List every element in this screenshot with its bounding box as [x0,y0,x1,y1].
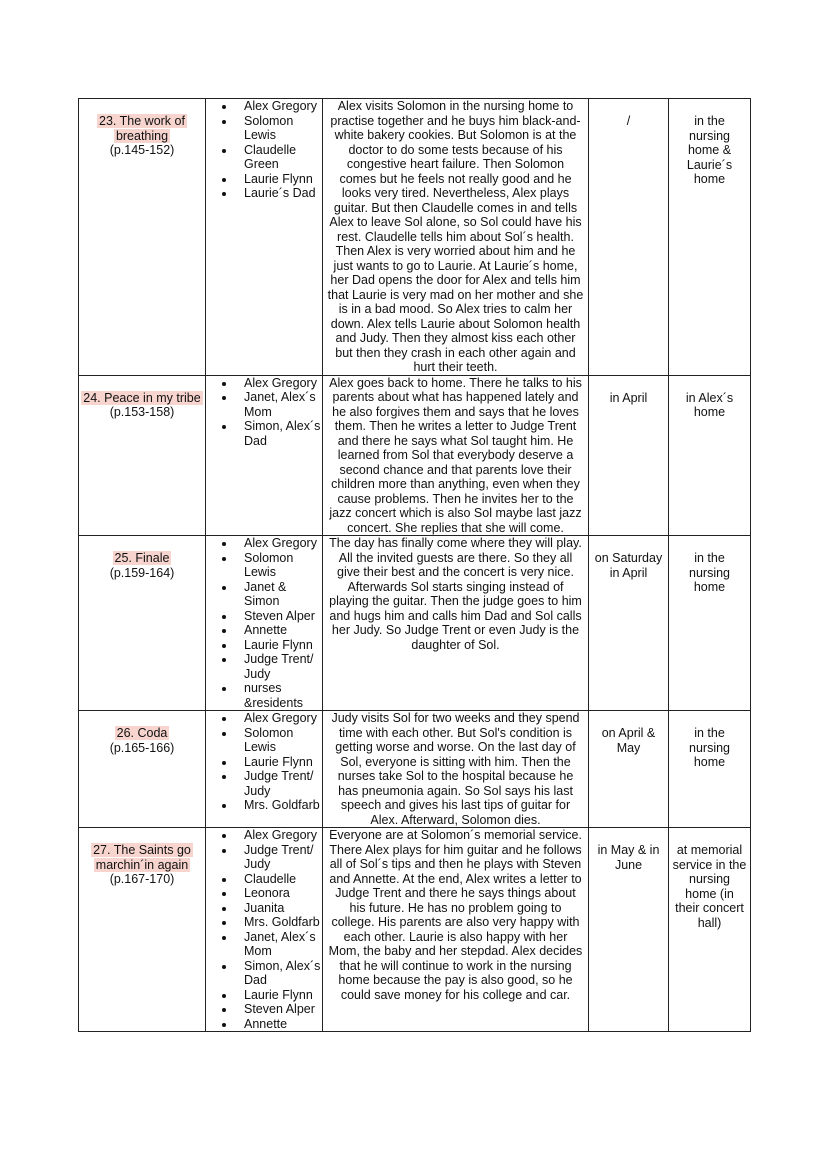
character-item: • Mrs. Goldfarb [236,798,322,813]
time-cell: on April & May [589,711,669,828]
character-item: • Laurie Flynn [236,988,322,1003]
character-item: • Alex Gregory [236,828,322,843]
chapter-cell [79,711,206,828]
character-item: • Solomon Lewis [236,114,322,143]
table-body [79,99,751,1032]
chapter-pages: (p.153-158) [109,405,175,419]
character-list [206,828,322,1031]
character-list [206,536,322,710]
chapter-title: 23. The work of breathing [99,114,185,143]
chapter-cell [79,99,206,376]
place-cell: in the nursing home [669,536,751,711]
character-item: • Laurie Flynn [236,755,322,770]
chapter-pages: (p.145-152) [109,143,175,157]
chapter-cell [79,375,206,536]
chapter-pages: (p.167-170) [109,872,175,886]
character-item: • Judge Trent/ Judy [236,652,322,681]
time-cell: in April [589,375,669,536]
chapter-pages: (p.165-166) [109,740,175,755]
chapter-cell [79,828,206,1032]
character-item: • Janet & Simon [236,580,322,609]
chapter-title: 25. Finale [114,551,170,565]
character-item: • Laurie Flynn [236,638,322,653]
character-item: • Judge Trent/ Judy [236,769,322,798]
chapter-summary-table [78,98,751,1032]
summary-cell: Alex visits Solomon in the nursing home to practise together and he buys him black-and-white bakery cookies. But Solomon is at the doctor to do some tests because of his congestive heart failure. Then Solomon comes but he feels not really good and he looks very tired. Nevertheless, Alex plays guitar. But then Claudelle comes in and tells Alex to leave Sol alone, so Sol could have his rest. Claudelle tells him about Sol´s health. Then Alex is very worried about him and he just wants to go to Laurie. At Laurie´s home, her Dad opens the door for Alex and tells him that Laurie is very mad on her mother and she is in a bad mood. So Alex tries to calm her down. Alex tells Laurie about Solomon health and Judy. Then they almost kiss each other but then they crash in each other again and hurt their teeth. [323,99,589,376]
chapter-cell [79,536,206,711]
character-item: • Simon, Alex´s Dad [236,959,322,988]
summary-cell: Judy visits Sol for two weeks and they spend time with each other. But Sol's condition is getting worse and worse. On the last day of Sol, everyone is sitting with him. Then the nurses take Sol to the hospital because he has pneumonia again. So Sol says his last speech and gives his last tips of guitar for Alex. Afterward, Solomon dies. [323,711,589,828]
chapter-title: 24. Peace in my tribe [83,390,201,405]
place-cell: at memorial service in the nursing home (in their concert hall) [669,828,751,1032]
character-item: • Steven Alper [236,609,322,624]
chapter-row [79,375,751,536]
place-cell: in Alex´s home [669,375,751,536]
character-item: • Annette [236,1017,322,1032]
character-item: • Alex Gregory [236,376,322,391]
characters-cell [206,375,323,536]
character-item: • Alex Gregory [236,536,322,551]
chapter-pages: (p.159-164) [109,565,175,580]
character-item: • Mrs. Goldfarb [236,915,322,930]
character-item: • Claudelle Green [236,143,322,172]
character-item: • Judge Trent/ Judy [236,843,322,872]
character-item: • Leonora [236,886,322,901]
place-cell: in the nursing home & Laurie´s home [669,99,751,376]
character-item: • nurses &residents [236,681,322,710]
time-cell: on Saturday in April [589,536,669,711]
summary-cell: Everyone are at Solomon´s memorial service. There Alex plays for him guitar and he follows all of Sol´s tips and then he plays with Steven and Annette. At the end, Alex writes a letter to Judge Trent and there he says things about his future. He has no problem going to college. His parents are also very happy with each other. Laurie is also happy with her Mom, the baby and her stepdad. Alex decides that he will continue to work in the nursing home because the pay is also good, so he could save money for his college and car. [323,828,589,1032]
characters-cell [206,99,323,376]
character-item: • Solomon Lewis [236,551,322,580]
chapter-row [79,711,751,828]
chapter-title: 26. Coda [116,726,168,740]
chapter-row [79,828,751,1032]
character-item: • Alex Gregory [236,711,322,726]
time-cell: in May & in June [589,828,669,1032]
character-item: • Laurie Flynn [236,172,322,187]
character-list [206,99,322,201]
summary-cell: Alex goes back to home. There he talks to his parents about what has happened lately and he also forgives them and says that he loves them. Then he writes a letter to Judge Trent and there he says what Sol taught him. He learned from Sol that everybody deserve a second chance and that parents love their children more than anything, even when they cause problems. Then he invites her to the jazz concert which is also Sol maybe last jazz concert. She replies that she will come. [323,375,589,536]
place-cell: in the nursing home [669,711,751,828]
character-item: • Simon, Alex´s Dad [236,419,322,448]
character-item: • Laurie´s Dad [236,186,322,201]
chapter-row [79,536,751,711]
character-list [206,376,322,449]
character-list [206,711,322,813]
character-item: • Solomon Lewis [236,726,322,755]
character-item: • Janet, Alex´s Mom [236,390,322,419]
chapter-row [79,99,751,376]
character-item: • Steven Alper [236,1002,322,1017]
characters-cell [206,711,323,828]
character-item: • Alex Gregory [236,99,322,114]
character-item: • Juanita [236,901,322,916]
character-item: • Janet, Alex´s Mom [236,930,322,959]
characters-cell [206,536,323,711]
character-item: • Annette [236,623,322,638]
characters-cell [206,828,323,1032]
time-cell: / [589,99,669,376]
character-item: • Claudelle [236,872,322,887]
chapter-title: 27. The Saints go marchin´in again [93,843,191,872]
summary-cell: The day has finally come where they will play. All the invited guests are there. So they all give their best and the concert is very nice. Afterwards Sol starts singing instead of playing the guitar. Then the judge goes to him and hugs him and calls him Dad and Sol calls her Judy. So Judge Trent or even Judy is the daughter of Sol. [323,536,589,711]
